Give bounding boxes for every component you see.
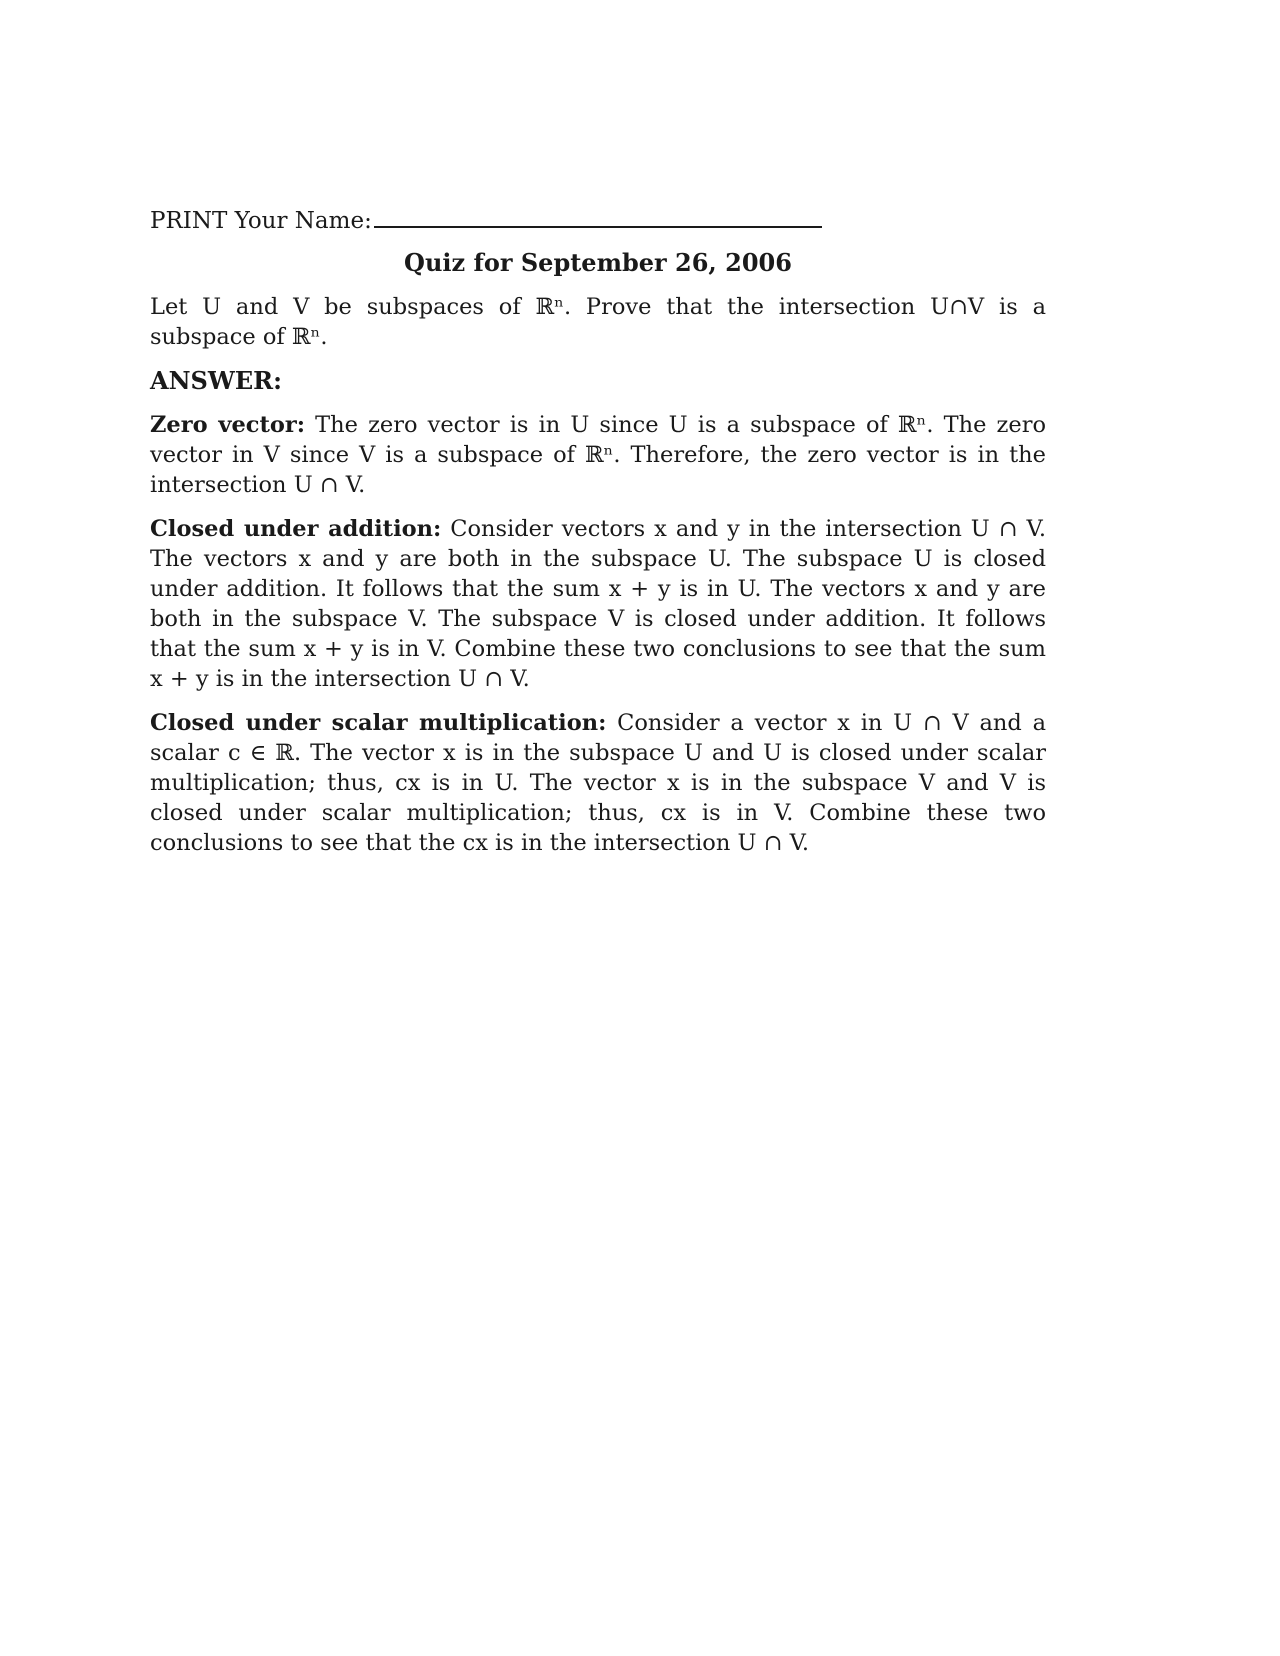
section-heading: Closed under scalar multiplication: — [150, 710, 607, 736]
section-closed-under-scalar-multiplication — [150, 708, 1046, 858]
section-zero-vector — [150, 410, 1046, 500]
section-body: The zero vector is in U since U is a subspace of ℝⁿ. The zero vector in V since V is a subspace of ℝⁿ. Therefore, the zero vector is in the intersection U ∩ V. — [150, 412, 1046, 498]
section-closed-under-addition — [150, 514, 1046, 694]
section-body: Consider vectors x and y in the intersection U ∩ V. The vectors x and y are both in the subspace U. The subspace U is closed under addition. It follows that the sum x + y is in U. The vectors x and y are both in the subspace V. The subspace V is closed under addition. It follows that the sum x + y is in V. Combine these two conclusions to see that the sum x + y is in the intersection U ∩ V. — [150, 516, 1046, 692]
quiz-page — [150, 206, 1046, 858]
section-body: Consider a vector x in U ∩ V and a scalar c ∈ ℝ. The vector x is in the subspace U and U is closed under scalar multiplication; thus, cx is in U. The vector x is in the subspace V and V is closed under scalar multiplication; thus, cx is in V. Combine these two conclusions to see that the cx is in the intersection U ∩ V. — [150, 710, 1046, 856]
problem-statement: Let U and V be subspaces of ℝⁿ. Prove that the intersection U∩V is a subspace of ℝⁿ. — [150, 294, 1046, 350]
section-heading: Closed under addition: — [150, 516, 442, 542]
section-heading: Zero vector: — [150, 412, 306, 438]
name-blank-line — [374, 206, 822, 228]
quiz-title: Quiz for September 26, 2006 — [404, 248, 792, 277]
name-row — [150, 206, 1046, 236]
name-label: PRINT Your Name: — [150, 208, 372, 234]
answer-label: ANSWER: — [150, 366, 282, 395]
